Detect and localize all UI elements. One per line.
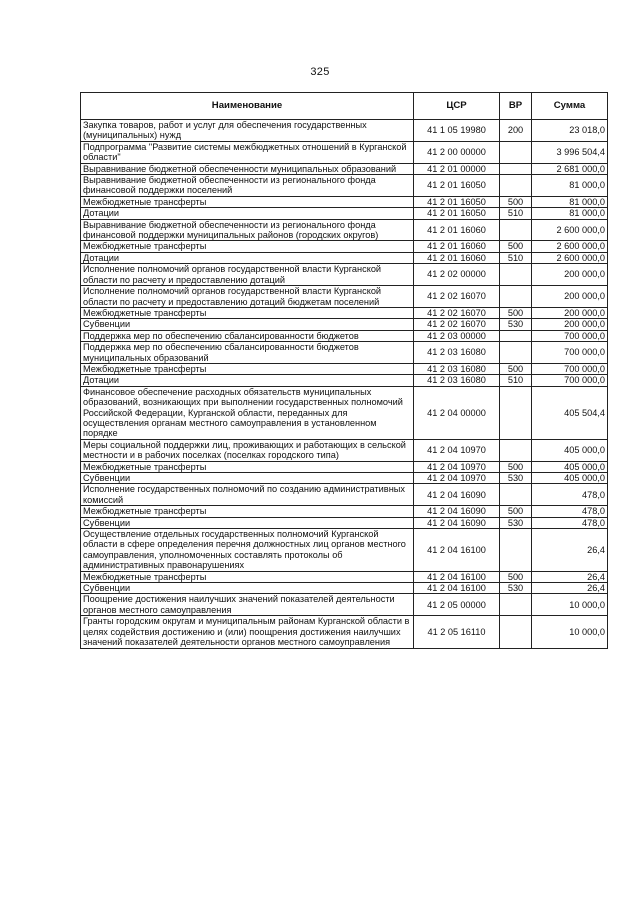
cell-name: Дотации <box>81 252 414 263</box>
table-row <box>81 252 608 263</box>
cell-vr <box>500 529 532 572</box>
cell-csr: 41 2 04 16100 <box>414 529 500 572</box>
cell-name: Межбюджетные трансферты <box>81 196 414 207</box>
table-row <box>81 307 608 318</box>
cell-name: Подпрограмма "Развитие системы межбюджетных отношений в Курганской области" <box>81 141 414 163</box>
cell-csr: 41 2 04 10970 <box>414 461 500 472</box>
cell-sum: 405 504,4 <box>532 386 608 439</box>
cell-name: Субвенции <box>81 473 414 484</box>
cell-sum: 2 600 000,0 <box>532 241 608 252</box>
cell-vr: 500 <box>500 506 532 517</box>
cell-sum: 200 000,0 <box>532 264 608 286</box>
cell-sum: 200 000,0 <box>532 286 608 308</box>
cell-csr: 41 2 01 16060 <box>414 241 500 252</box>
cell-vr <box>500 484 532 506</box>
cell-name: Дотации <box>81 375 414 386</box>
cell-sum: 200 000,0 <box>532 319 608 330</box>
cell-name: Исполнение полномочий органов государственной власти Курганской области по расчету и предоставлению дотаций <box>81 264 414 286</box>
table-row <box>81 571 608 582</box>
table-row <box>81 473 608 484</box>
cell-csr: 41 2 04 00000 <box>414 386 500 439</box>
header-name: Наименование <box>81 93 414 120</box>
cell-csr: 41 2 03 16080 <box>414 342 500 364</box>
cell-sum: 2 600 000,0 <box>532 252 608 263</box>
cell-vr <box>500 594 532 616</box>
cell-vr: 200 <box>500 120 532 142</box>
cell-vr: 530 <box>500 517 532 528</box>
table-row <box>81 286 608 308</box>
table-row <box>81 616 608 648</box>
cell-name: Осуществление отдельных государственных полномочий Курганской области в сфере определения перечня должностных лиц органов местного самоуправления, уполномоченных составлять протоколы об административных правонарушениях <box>81 529 414 572</box>
cell-csr: 41 2 03 00000 <box>414 330 500 341</box>
cell-csr: 41 2 01 16050 <box>414 208 500 219</box>
cell-name: Поддержка мер по обеспечению сбалансированности бюджетов <box>81 330 414 341</box>
cell-csr: 41 2 02 00000 <box>414 264 500 286</box>
cell-csr: 41 2 04 16090 <box>414 484 500 506</box>
cell-vr: 500 <box>500 571 532 582</box>
cell-sum: 478,0 <box>532 506 608 517</box>
cell-name: Субвенции <box>81 517 414 528</box>
header-vr: ВР <box>500 93 532 120</box>
cell-sum: 200 000,0 <box>532 307 608 318</box>
cell-vr: 510 <box>500 208 532 219</box>
cell-name: Межбюджетные трансферты <box>81 307 414 318</box>
table-row <box>81 163 608 174</box>
cell-name: Межбюджетные трансферты <box>81 461 414 472</box>
table-row <box>81 241 608 252</box>
cell-vr <box>500 342 532 364</box>
cell-sum: 405 000,0 <box>532 461 608 472</box>
cell-csr: 41 2 04 10970 <box>414 439 500 461</box>
cell-vr: 530 <box>500 473 532 484</box>
cell-vr <box>500 175 532 197</box>
cell-vr <box>500 330 532 341</box>
cell-name: Дотации <box>81 208 414 219</box>
cell-csr: 41 2 05 00000 <box>414 594 500 616</box>
table-row <box>81 342 608 364</box>
cell-vr: 530 <box>500 583 532 594</box>
cell-vr <box>500 286 532 308</box>
cell-sum: 478,0 <box>532 484 608 506</box>
table-row <box>81 264 608 286</box>
cell-vr <box>500 439 532 461</box>
budget-table <box>80 92 608 649</box>
cell-vr: 500 <box>500 196 532 207</box>
cell-vr <box>500 163 532 174</box>
cell-sum: 26,4 <box>532 583 608 594</box>
table-row <box>81 484 608 506</box>
page-number: 325 <box>310 66 330 78</box>
table-row <box>81 506 608 517</box>
cell-name: Меры социальной поддержки лиц, проживающих и работающих в сельской местности и в рабочих поселках (поселках городского типа) <box>81 439 414 461</box>
table-row <box>81 439 608 461</box>
cell-vr: 500 <box>500 461 532 472</box>
cell-csr: 41 2 04 16100 <box>414 583 500 594</box>
cell-csr: 41 2 01 16050 <box>414 196 500 207</box>
cell-csr: 41 2 04 16090 <box>414 517 500 528</box>
header-csr: ЦСР <box>414 93 500 120</box>
cell-sum: 26,4 <box>532 571 608 582</box>
table-row <box>81 120 608 142</box>
cell-csr: 41 2 04 16090 <box>414 506 500 517</box>
cell-sum: 10 000,0 <box>532 594 608 616</box>
cell-name: Субвенции <box>81 583 414 594</box>
cell-vr: 530 <box>500 319 532 330</box>
cell-sum: 3 996 504,4 <box>532 141 608 163</box>
cell-csr: 41 2 02 16070 <box>414 286 500 308</box>
cell-sum: 700 000,0 <box>532 363 608 374</box>
cell-sum: 81 000,0 <box>532 196 608 207</box>
table-row <box>81 375 608 386</box>
cell-name: Выравнивание бюджетной обеспеченности муниципальных образований <box>81 163 414 174</box>
table-header-row <box>81 93 608 120</box>
cell-sum: 26,4 <box>532 529 608 572</box>
cell-vr <box>500 616 532 648</box>
cell-sum: 700 000,0 <box>532 342 608 364</box>
cell-csr: 41 2 01 16060 <box>414 252 500 263</box>
table-row <box>81 319 608 330</box>
cell-csr: 41 1 05 19980 <box>414 120 500 142</box>
table-row <box>81 196 608 207</box>
cell-name: Гранты городским округам и муниципальным районам Курганской области в целях содействия достижению и (или) поощрения достижения наилучших значений показателей деятельности органов местного самоуправления <box>81 616 414 648</box>
cell-csr: 41 2 00 00000 <box>414 141 500 163</box>
cell-vr <box>500 386 532 439</box>
table-row <box>81 461 608 472</box>
cell-vr: 500 <box>500 241 532 252</box>
table-row <box>81 363 608 374</box>
cell-csr: 41 2 04 16100 <box>414 571 500 582</box>
cell-csr: 41 2 02 16070 <box>414 307 500 318</box>
cell-name: Субвенции <box>81 319 414 330</box>
table-row <box>81 208 608 219</box>
cell-sum: 700 000,0 <box>532 375 608 386</box>
cell-csr: 41 2 01 16060 <box>414 219 500 241</box>
cell-name: Поддержка мер по обеспечению сбалансированности бюджетов муниципальных образований <box>81 342 414 364</box>
cell-name: Выравнивание бюджетной обеспеченности из регионального фонда финансовой поддержки поселений <box>81 175 414 197</box>
table-row <box>81 141 608 163</box>
cell-csr: 41 2 02 16070 <box>414 319 500 330</box>
cell-name: Межбюджетные трансферты <box>81 363 414 374</box>
cell-sum: 81 000,0 <box>532 175 608 197</box>
cell-csr: 41 2 03 16080 <box>414 375 500 386</box>
cell-csr: 41 2 01 00000 <box>414 163 500 174</box>
table-body <box>81 120 608 649</box>
cell-sum: 700 000,0 <box>532 330 608 341</box>
cell-sum: 405 000,0 <box>532 473 608 484</box>
cell-csr: 41 2 05 16110 <box>414 616 500 648</box>
cell-csr: 41 2 03 16080 <box>414 363 500 374</box>
cell-name: Межбюджетные трансферты <box>81 241 414 252</box>
cell-name: Исполнение государственных полномочий по созданию административных комиссий <box>81 484 414 506</box>
table-row <box>81 594 608 616</box>
cell-sum: 478,0 <box>532 517 608 528</box>
cell-csr: 41 2 01 16050 <box>414 175 500 197</box>
cell-sum: 10 000,0 <box>532 616 608 648</box>
cell-sum: 23 018,0 <box>532 120 608 142</box>
cell-name: Выравнивание бюджетной обеспеченности из регионального фонда финансовой поддержки муниципальных районов (городских округов) <box>81 219 414 241</box>
cell-vr <box>500 141 532 163</box>
table-row <box>81 583 608 594</box>
cell-vr <box>500 264 532 286</box>
table-row <box>81 517 608 528</box>
cell-vr: 500 <box>500 363 532 374</box>
cell-vr <box>500 219 532 241</box>
cell-vr: 510 <box>500 252 532 263</box>
table-row <box>81 330 608 341</box>
cell-name: Финансовое обеспечение расходных обязательств муниципальных образований, возникающих при выполнении государственных полномочий Российской Федерации, Курганской области, переданных для осуществления органам местного самоуправления в установленном порядке <box>81 386 414 439</box>
cell-vr: 510 <box>500 375 532 386</box>
cell-vr: 500 <box>500 307 532 318</box>
cell-sum: 2 681 000,0 <box>532 163 608 174</box>
cell-name: Поощрение достижения наилучших значений показателей деятельности органов местного самоуправления <box>81 594 414 616</box>
cell-name: Межбюджетные трансферты <box>81 571 414 582</box>
table-row <box>81 175 608 197</box>
table-row <box>81 219 608 241</box>
cell-csr: 41 2 04 10970 <box>414 473 500 484</box>
cell-sum: 405 000,0 <box>532 439 608 461</box>
cell-sum: 81 000,0 <box>532 208 608 219</box>
cell-name: Исполнение полномочий органов государственной власти Курганской области по расчету и предоставлению дотаций бюджетам поселений <box>81 286 414 308</box>
cell-name: Закупка товаров, работ и услуг для обеспечения государственных (муниципальных) нужд <box>81 120 414 142</box>
table-row <box>81 386 608 439</box>
header-sum: Сумма <box>532 93 608 120</box>
cell-sum: 2 600 000,0 <box>532 219 608 241</box>
cell-name: Межбюджетные трансферты <box>81 506 414 517</box>
table-row <box>81 529 608 572</box>
